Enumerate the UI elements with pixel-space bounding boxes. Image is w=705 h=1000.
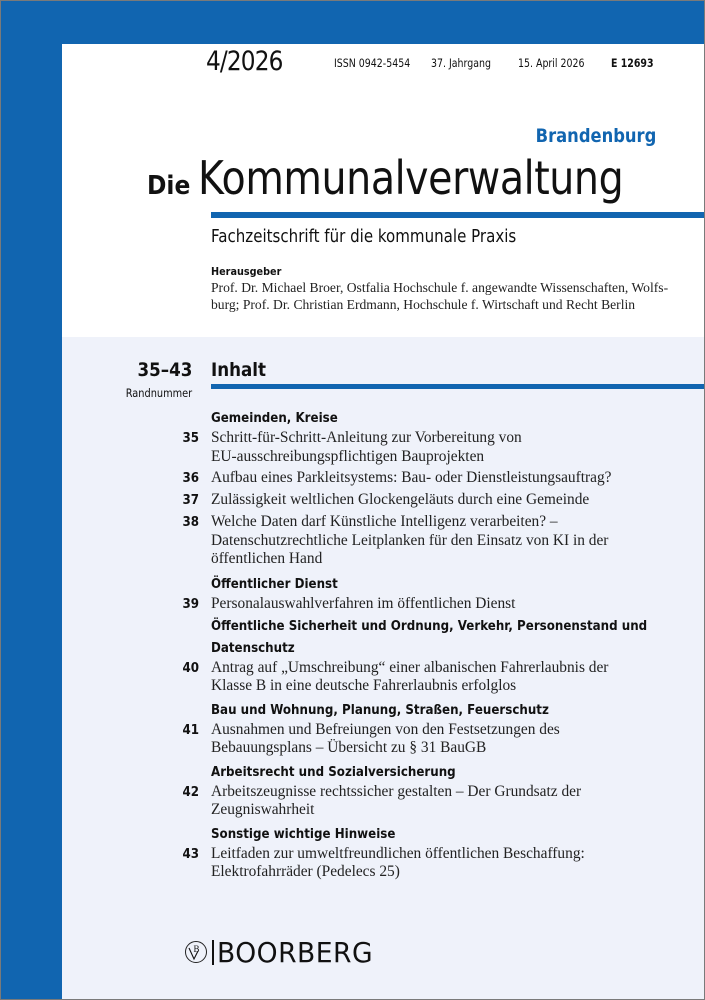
left-blue-band: [1, 1, 62, 1000]
region-label: Brandenburg: [535, 125, 656, 147]
toc-entry-line: Schritt-für-Schritt-Anleitung zur Vorbereitung von: [211, 429, 522, 446]
toc-section-title: [211, 617, 648, 658]
toc-entry-title: [211, 783, 581, 820]
title-rule: [211, 212, 704, 218]
toc-entry[interactable]: [151, 491, 691, 510]
issn: ISSN 0942-5454: [334, 56, 411, 70]
title-main: Kommunalverwaltung: [198, 151, 624, 205]
toc-entry-number: 38: [182, 514, 199, 530]
logo-divider: [212, 940, 214, 965]
toc-entry-line: Klasse B in eine deutsche Fahrerlaubnis erfolglos: [211, 677, 517, 694]
title-prefix: Die: [147, 171, 191, 201]
editors-text: [211, 279, 705, 313]
toc-entry-title: [211, 513, 608, 569]
publisher-name: BOORBERG: [216, 935, 373, 969]
toc-entry-title: [211, 595, 515, 614]
toc-rule: [211, 384, 704, 389]
journal-title: [147, 151, 693, 205]
volume: 37. Jahrgang: [431, 56, 491, 70]
toc-entry-title: [211, 491, 589, 510]
toc-entry-number: 39: [182, 595, 199, 612]
toc-entry-line: Arbeitszeugnisse rechtssicher gestalten – Der Grundsatz der: [211, 782, 582, 800]
subtitle: Fachzeitschrift für die kommunale Praxis: [211, 227, 517, 247]
issue-number: 4/2026: [206, 46, 283, 77]
toc-entry[interactable]: [151, 595, 691, 614]
toc-entry-title: [211, 721, 560, 758]
toc-entry-line: Elektrofahrräder (Pedelecs 25): [211, 863, 400, 880]
toc-entry-line: Datenschutzrechtliche Leitplanken für den Einsatz von KI in der: [211, 531, 609, 549]
publisher-logo: [185, 935, 381, 969]
toc-entry-line: EU-ausschreibungspflichtigen Bauprojekten: [211, 447, 485, 465]
toc-entry-title: [211, 659, 608, 696]
toc-entry-number: 41: [182, 721, 199, 738]
toc-entry-line: Zeugniswahrheit: [211, 801, 315, 818]
top-blue-band: [1, 1, 705, 44]
toc-section-title: Sonstige wichtige Hinweise: [211, 825, 396, 842]
toc-entry[interactable]: [151, 513, 691, 569]
svg-text:B: B: [193, 944, 200, 954]
toc-section-title: Bau und Wohnung, Planung, Straßen, Feuerschutz: [211, 701, 549, 718]
toc-entry-line: Zulässigkeit weltlichen Glockengeläuts durch eine Gemeinde: [211, 491, 590, 508]
toc-entry-title: [211, 469, 612, 488]
editors-line: Prof. Dr. Michael Broer, Ostfalia Hochschule f. angewandte Wissenschaften, Wolfs-: [211, 280, 669, 295]
toc-entry-number: 37: [182, 492, 199, 508]
toc-section-title-line: Öffentliche Sicherheit und Ordnung, Verkehr, Personenstand und: [211, 617, 648, 634]
toc-entry-line: Welche Daten darf Künstliche Intelligenz verarbeiten? –: [211, 513, 558, 530]
toc-entry-line: Aufbau eines Parkleitsystems: Bau- oder Dienstleistungsauftrag?: [211, 469, 612, 486]
editors-line: burg; Prof. Dr. Christian Erdmann, Hochschule f. Wirtschaft und Recht Berlin: [211, 297, 636, 312]
postal-code: E 12693: [611, 56, 654, 70]
toc-entry-number: 36: [182, 470, 199, 486]
toc-entry-number: 40: [182, 659, 199, 676]
margin-number-label: Randnummer: [125, 386, 192, 400]
toc-entry-line: Antrag auf „Umschreibung“ einer albanischen Fahrerlaubnis der: [211, 658, 609, 676]
toc-entry-line: Personalauswahlverfahren im öffentlichen Dienst: [211, 594, 516, 612]
toc-section-title: Gemeinden, Kreise: [211, 410, 338, 426]
toc-entry[interactable]: [151, 469, 691, 488]
table-of-contents: [151, 407, 691, 885]
toc-entry-title: [211, 845, 585, 882]
toc-entry-line: Bebauungsplans – Übersicht zu § 31 BauGB: [211, 739, 487, 756]
toc-entry[interactable]: [151, 721, 691, 758]
margin-number-range: 35–43: [137, 359, 192, 381]
toc-entry[interactable]: [151, 783, 691, 820]
toc-entry[interactable]: [151, 429, 691, 466]
toc-entry[interactable]: [151, 659, 691, 696]
toc-entry-title: [211, 429, 522, 466]
toc-entry-line: Ausnahmen und Befreiungen von den Festsetzungen des: [211, 720, 560, 738]
toc-entry-line: Leitfaden zur umweltfreundlichen öffentlichen Beschaffung:: [211, 844, 585, 862]
toc-entry-number: 43: [182, 845, 199, 862]
toc-section-title-line: Datenschutz: [211, 639, 295, 656]
toc-heading: Inhalt: [211, 359, 267, 381]
toc-entry-line: öffentlichen Hand: [211, 550, 323, 567]
toc-entry-number: 42: [182, 783, 199, 800]
toc-entry-number: 35: [182, 430, 199, 446]
publication-date: 15. April 2026: [518, 56, 585, 70]
toc-section-title: Öffentlicher Dienst: [211, 575, 338, 592]
boorberg-emblem-icon: [185, 941, 207, 963]
toc-entry[interactable]: [151, 845, 691, 882]
toc-section-title: Arbeitsrecht und Sozialversicherung: [211, 763, 456, 780]
editors-label: Herausgeber: [211, 265, 282, 278]
